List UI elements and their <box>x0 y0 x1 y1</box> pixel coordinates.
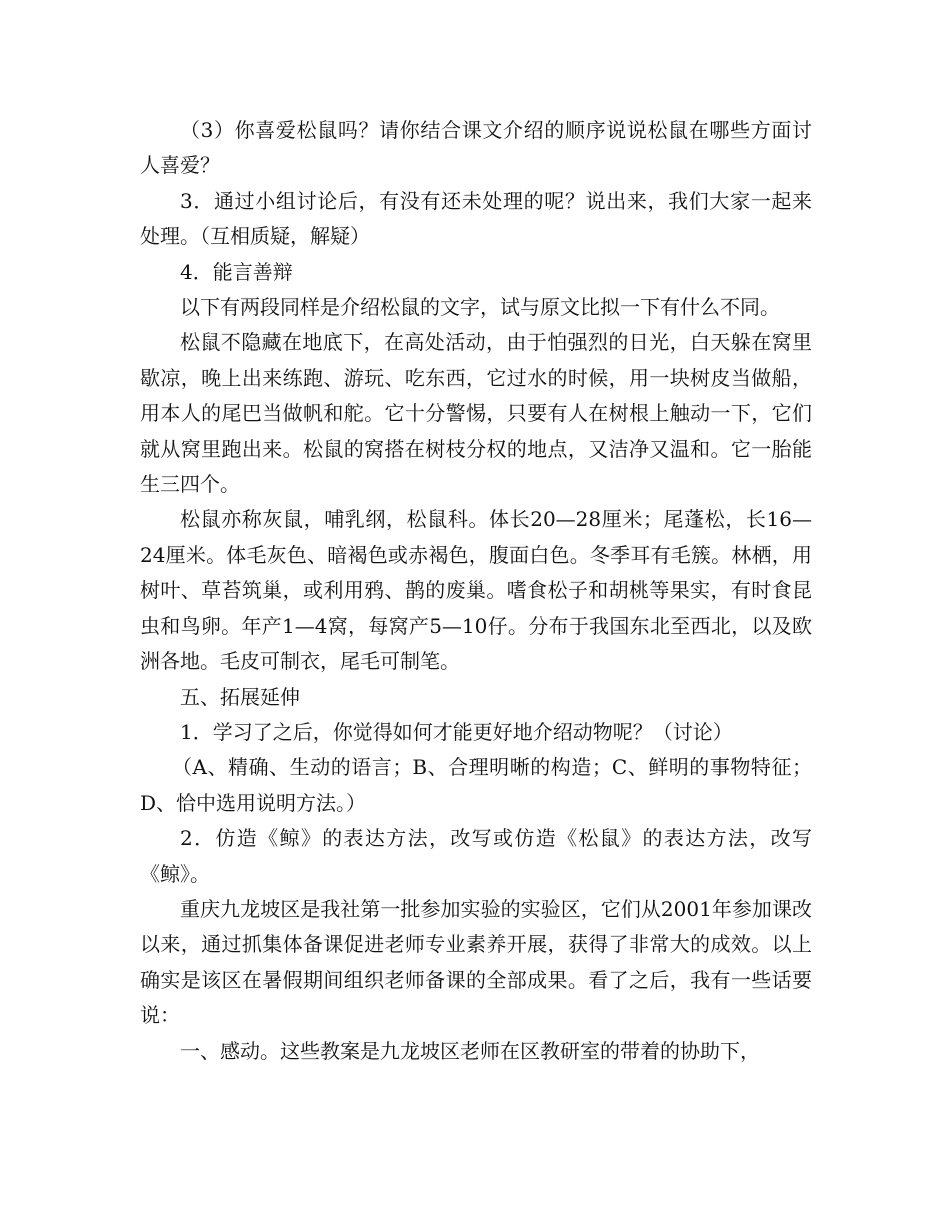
document-body <box>140 113 812 1069</box>
paragraph-extension-2: 2．仿造《鲸》的表达方法，改写或仿造《松鼠》的表达方法，改写《鲸》。 <box>140 826 812 886</box>
section-heading-extension: 五、拓展延伸 <box>180 684 300 709</box>
paragraph-moved: 一、感动。这些教案是九龙坡区老师在区教研室的带着的协助下， <box>180 1038 760 1063</box>
paragraph-commentary: 重庆九龙坡区是我社第一批参加实验的实验区，它们从2001年参加课改以来，通过抓集体备课促进老师专业素养开展，获得了非常大的成效。以上确实是该区在暑假期间组织老师备课的全部成果。看了之后，我有一些话要说： <box>140 896 812 1028</box>
paragraph-extension-1: 1．学习了之后，你觉得如何才能更好地介绍动物呢？（讨论） <box>180 719 733 744</box>
paragraph-item-4: 4．能言善辩 <box>180 259 293 284</box>
paragraph-compare-intro: 以下有两段同样是介绍松鼠的文字，试与原文比拟一下有什么不同。 <box>180 295 780 320</box>
paragraph-question-3: （3）你喜爱松鼠吗？请你结合课文介绍的顺序说说松鼠在哪些方面讨人喜爱？ <box>140 118 812 178</box>
paragraph-extension-answer: （A、精确、生动的语言；B、合理明晰的构造；C、鲜明的事物特征；D、恰中选用说明方法。） <box>140 755 812 815</box>
paragraph-squirrel-text-1: 松鼠不隐藏在地底下，在高处活动，由于怕强烈的日光，白天躲在窝里歇凉，晚上出来练跑、游玩、吃东西，它过水的时候，用一块树皮当做船，用本人的尾巴当做帆和舵。它十分警惕，只要有人在树根上触动一下，它们就从窝里跑出来。松鼠的窝搭在树枝分权的地点，又洁净又温和。它一胎能生三四个。 <box>140 330 812 497</box>
paragraph-squirrel-text-2: 松鼠亦称灰鼠，哺乳纲，松鼠科。体长20—28厘米；尾蓬松，长16—24厘米。体毛灰色、暗褐色或赤褐色，腹面白色。冬季耳有毛簇。林栖，用树叶、草苔筑巢，或利用鸦、鹊的废巢。嗜食松子和胡桃等果实，有时食昆虫和鸟卵。年产1—4窝，每窝产5—10仔。分布于我国东北至西北，以及欧洲各地。毛皮可制衣，尾毛可制笔。 <box>140 507 812 674</box>
paragraph-item-3: 3．通过小组讨论后，有没有还未处理的呢？说出来，我们大家一起来处理。（互相质疑，解疑） <box>140 188 812 249</box>
